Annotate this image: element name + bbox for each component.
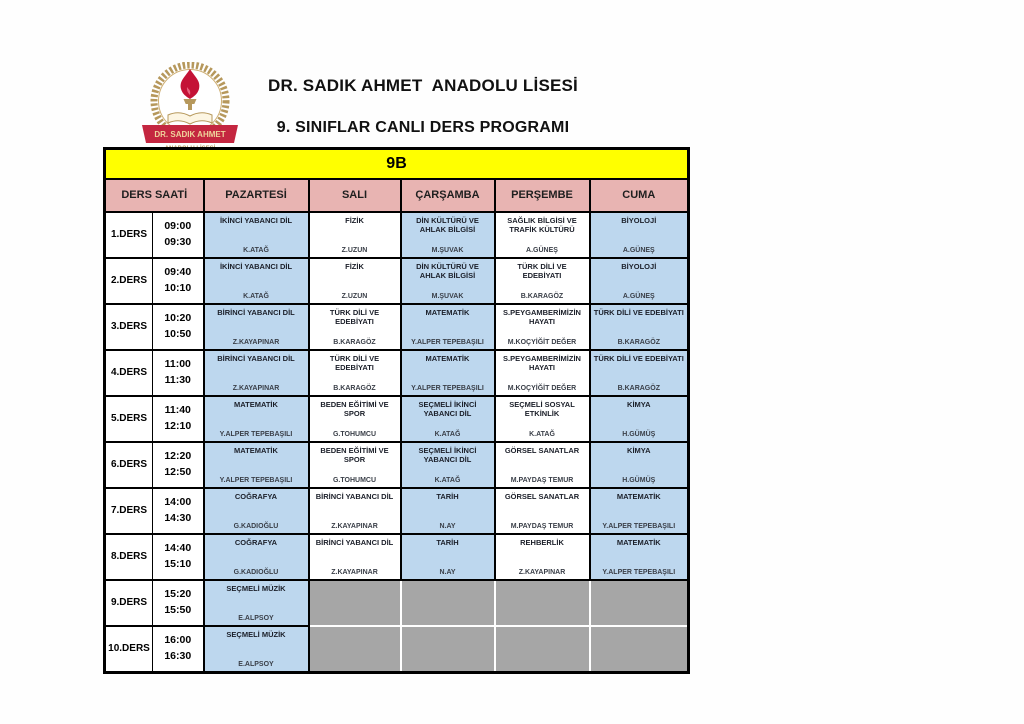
empty-cell (401, 580, 495, 626)
teacher-name: K.ATAĞ (434, 476, 461, 484)
lesson-row (105, 212, 689, 258)
lesson-cell (495, 442, 590, 488)
lesson-end-time: 09:30 (164, 235, 192, 248)
lesson-start-time: 14:00 (164, 496, 192, 509)
teacher-name: Z.UZUN (341, 246, 368, 254)
day-header-sali: SALI (309, 179, 401, 212)
lesson-cell (204, 396, 309, 442)
lesson-number: 1.DERS (105, 212, 153, 258)
lesson-cell (401, 488, 495, 534)
lesson-end-time: 12:50 (164, 465, 192, 478)
teacher-name: B.KARAGÖZ (333, 384, 376, 392)
lesson-number: 3.DERS (105, 304, 153, 350)
teacher-name: Z.KAYAPINAR (331, 522, 378, 530)
empty-cell (590, 580, 689, 626)
lesson-cell (495, 396, 590, 442)
lesson-cell (309, 304, 401, 350)
teacher-name: Y.ALPER TEPEBAŞILI (411, 384, 484, 392)
subject-name: BİYOLOJİ (621, 261, 657, 271)
day-header-row (105, 179, 689, 212)
lesson-end-time: 10:50 (164, 327, 192, 340)
lesson-cell (309, 534, 401, 580)
subject-name: MATEMATİK (234, 445, 278, 455)
subject-name: MATEMATİK (616, 491, 661, 501)
lesson-row (105, 626, 689, 673)
subject-name: BİYOLOJİ (621, 215, 657, 225)
lesson-cell (401, 396, 495, 442)
day-header-cuma: CUMA (590, 179, 689, 212)
day-header-persembe: PERŞEMBE (495, 179, 590, 212)
teacher-name: M.PAYDAŞ TEMUR (510, 522, 574, 530)
empty-cell (401, 626, 495, 673)
teacher-name: G.KADIOĞLU (233, 522, 279, 530)
lesson-number: 7.DERS (105, 488, 153, 534)
lesson-cell (309, 350, 401, 396)
lesson-start-time: 10:20 (164, 312, 192, 325)
teacher-name: M.PAYDAŞ TEMUR (510, 476, 574, 484)
subject-name: TARİH (436, 537, 459, 547)
lesson-start-time: 15:20 (164, 588, 192, 601)
lesson-cell (590, 442, 689, 488)
lesson-time (153, 212, 204, 258)
subject-name: MATEMATİK (425, 353, 470, 363)
corner-header: DERS SAATİ (105, 179, 204, 212)
lesson-cell (204, 258, 309, 304)
teacher-name: Y.ALPER TEPEBAŞILI (219, 476, 293, 484)
lesson-cell (590, 396, 689, 442)
subject-name: MATEMATİK (425, 307, 470, 317)
subject-name: TARİH (436, 491, 459, 501)
lesson-cell (309, 212, 401, 258)
teacher-name: Y.ALPER TEPEBAŞILI (411, 338, 484, 346)
subject-name: SEÇMELİ SOSYAL ETKİNLİK (509, 399, 575, 418)
lesson-cell (204, 488, 309, 534)
subject-name: FİZİK (345, 215, 364, 225)
empty-cell (495, 580, 590, 626)
lesson-number: 4.DERS (105, 350, 153, 396)
subject-name: BİRİNCİ YABANCI DİL (315, 491, 394, 501)
teacher-name: K.ATAĞ (243, 246, 269, 254)
lesson-cell (590, 258, 689, 304)
lesson-end-time: 16:30 (164, 649, 192, 662)
lesson-row (105, 396, 689, 442)
lesson-time (153, 304, 204, 350)
logo-ribbon-text: DR. SADIK AHMET (154, 130, 226, 139)
lesson-cell (204, 350, 309, 396)
lesson-start-time: 09:40 (164, 266, 192, 279)
lesson-number: 6.DERS (105, 442, 153, 488)
teacher-name: M.KOÇYİĞİT DEĞER (507, 338, 577, 346)
lesson-cell (204, 442, 309, 488)
teacher-name: Y.ALPER TEPEBAŞILI (219, 430, 293, 438)
teacher-name: N.AY (439, 568, 456, 576)
lesson-number: 10.DERS (105, 626, 153, 673)
empty-cell (495, 626, 590, 673)
lesson-time (153, 488, 204, 534)
timetable-body (105, 212, 689, 673)
subject-name: COĞRAFYA (234, 491, 278, 501)
lesson-cell (204, 626, 309, 673)
lesson-end-time: 11:30 (164, 373, 191, 386)
teacher-name: G.TOHUMCU (332, 430, 377, 438)
teacher-name: Y.ALPER TEPEBAŞILI (602, 522, 676, 530)
lesson-row (105, 488, 689, 534)
lesson-cell (590, 350, 689, 396)
lesson-start-time: 11:00 (164, 358, 191, 371)
lesson-number: 5.DERS (105, 396, 153, 442)
lesson-cell (495, 304, 590, 350)
teacher-name: G.TOHUMCU (332, 476, 377, 484)
lesson-cell (495, 212, 590, 258)
teacher-name: Z.KAYAPINAR (232, 384, 280, 392)
lesson-time (153, 258, 204, 304)
subject-name: SEÇMELİ MÜZİK (226, 583, 286, 593)
timetable (103, 147, 690, 674)
teacher-name: E.ALPSOY (238, 614, 274, 622)
lesson-cell (590, 304, 689, 350)
lesson-cell (309, 488, 401, 534)
lesson-cell (590, 534, 689, 580)
teacher-name: B.KARAGÖZ (617, 338, 660, 346)
teacher-name: H.GÜMÜŞ (622, 476, 656, 484)
class-name: 9B (105, 149, 689, 179)
teacher-name: N.AY (439, 522, 456, 530)
subject-name: BEDEN EĞİTİMİ VE SPOR (320, 399, 389, 418)
subject-name: S.PEYGAMBERİMİZİN HAYATI (503, 307, 581, 326)
day-header-pazartesi: PAZARTESİ (204, 179, 309, 212)
subject-name: TÜRK DİLİ VE EDEBİYATI (593, 353, 684, 363)
lesson-cell (495, 488, 590, 534)
subject-name: İKİNCİ YABANCI DİL (219, 261, 293, 271)
lesson-cell (401, 258, 495, 304)
teacher-name: Z.UZUN (341, 292, 368, 300)
lesson-time (153, 626, 204, 673)
teacher-name: Z.KAYAPINAR (232, 338, 280, 346)
lesson-time (153, 350, 204, 396)
subject-name: KİMYA (627, 445, 651, 455)
subject-name: FİZİK (345, 261, 364, 271)
subject-name: BİRİNCİ YABANCI DİL (217, 307, 295, 317)
lesson-cell (309, 258, 401, 304)
lesson-start-time: 11:40 (164, 404, 191, 417)
subject-name: İKİNCİ YABANCI DİL (219, 215, 293, 225)
lesson-row (105, 350, 689, 396)
lesson-cell (204, 212, 309, 258)
subject-name: MATEMATİK (234, 399, 278, 409)
lesson-cell (495, 258, 590, 304)
lesson-start-time: 09:00 (164, 220, 192, 233)
subject-name: MATEMATİK (616, 537, 661, 547)
lesson-cell (401, 442, 495, 488)
lesson-cell (401, 534, 495, 580)
teacher-name: A.GÜNEŞ (622, 246, 655, 254)
lesson-end-time: 15:10 (164, 557, 192, 570)
lesson-cell (495, 534, 590, 580)
lesson-start-time: 14:40 (164, 542, 192, 555)
teacher-name: B.KARAGÖZ (333, 338, 376, 346)
lesson-cell (401, 212, 495, 258)
day-header-carsamba: ÇARŞAMBA (401, 179, 495, 212)
lesson-row (105, 580, 689, 626)
lesson-row (105, 442, 689, 488)
lesson-row (105, 258, 689, 304)
subject-name: KİMYA (627, 399, 651, 409)
subject-name: TÜRK DİLİ VE EDEBİYATI (593, 307, 684, 317)
teacher-name: H.GÜMÜŞ (622, 430, 656, 438)
lesson-cell (495, 350, 590, 396)
subject-name: TÜRK DİLİ VE EDEBİYATI (329, 307, 380, 326)
teacher-name: M.ŞUVAK (431, 292, 464, 300)
subject-name: SEÇMELİ İKİNCİ YABANCI DİL (418, 445, 477, 464)
teacher-name: A.GÜNEŞ (526, 246, 558, 254)
lesson-cell (204, 304, 309, 350)
lesson-cell (590, 488, 689, 534)
teacher-name: B.KARAGÖZ (520, 292, 564, 300)
lesson-end-time: 12:10 (164, 419, 192, 432)
teacher-name: Z.KAYAPINAR (331, 568, 378, 576)
page-title: DR. SADIK AHMET ANADOLU LİSESİ (267, 76, 578, 95)
lesson-time (153, 534, 204, 580)
teacher-name: G.KADIOĞLU (233, 568, 279, 576)
teacher-name: M.KOÇYİĞİT DEĞER (507, 384, 577, 392)
subject-name: S.PEYGAMBERİMİZİN HAYATI (503, 353, 581, 372)
subject-name: GÖRSEL SANATLAR (504, 491, 580, 501)
subject-name: COĞRAFYA (234, 537, 278, 547)
lesson-cell (204, 580, 309, 626)
lesson-number: 8.DERS (105, 534, 153, 580)
lesson-number: 2.DERS (105, 258, 153, 304)
subject-name: BİRİNCİ YABANCI DİL (315, 537, 394, 547)
subject-name: GÖRSEL SANATLAR (504, 445, 580, 455)
lesson-cell (401, 304, 495, 350)
lesson-cell (309, 396, 401, 442)
lesson-time (153, 580, 204, 626)
lesson-cell (401, 350, 495, 396)
subject-name: SAĞLIK BİLGİSİ VE TRAFİK KÜLTÜRÜ (507, 215, 577, 234)
subject-name: BEDEN EĞİTİMİ VE SPOR (320, 445, 389, 464)
subject-name: DİN KÜLTÜRÜ VE AHLAK BİLGİSİ (416, 215, 479, 234)
empty-cell (309, 626, 401, 673)
lesson-cell (590, 212, 689, 258)
teacher-name: E.ALPSOY (238, 660, 274, 668)
subject-name: REHBERLİK (520, 537, 564, 547)
lesson-start-time: 12:20 (164, 450, 192, 463)
lesson-end-time: 10:10 (164, 281, 192, 294)
teacher-name: Y.ALPER TEPEBAŞILI (602, 568, 676, 576)
subject-name: TÜRK DİLİ VE EDEBİYATI (329, 353, 380, 372)
subject-name: DİN KÜLTÜRÜ VE AHLAK BİLGİSİ (416, 261, 479, 280)
empty-cell (309, 580, 401, 626)
teacher-name: K.ATAĞ (243, 292, 269, 300)
lesson-start-time: 16:00 (164, 634, 192, 647)
teacher-name: K.ATAĞ (434, 430, 461, 438)
teacher-name: K.ATAĞ (529, 430, 555, 438)
teacher-name: Z.KAYAPINAR (518, 568, 566, 576)
lesson-cell (204, 534, 309, 580)
teacher-name: B.KARAGÖZ (617, 384, 660, 392)
lesson-row (105, 534, 689, 580)
lesson-time (153, 396, 204, 442)
subject-name: BİRİNCİ YABANCI DİL (217, 353, 295, 363)
subject-name: SEÇMELİ İKİNCİ YABANCI DİL (418, 399, 477, 418)
class-band-row (105, 149, 689, 179)
lesson-end-time: 14:30 (164, 511, 192, 524)
lesson-row (105, 304, 689, 350)
subject-name: TÜRK DİLİ VE EDEBİYATI (517, 261, 567, 280)
subject-name: SEÇMELİ MÜZİK (226, 629, 286, 639)
lesson-cell (309, 442, 401, 488)
lesson-end-time: 15:50 (164, 603, 192, 616)
empty-cell (590, 626, 689, 673)
page-subtitle: 9. SINIFLAR CANLI DERS PROGRAMI (276, 119, 570, 136)
teacher-name: A.GÜNEŞ (622, 292, 655, 300)
lesson-number: 9.DERS (105, 580, 153, 626)
teacher-name: M.ŞUVAK (431, 246, 464, 254)
lesson-time (153, 442, 204, 488)
